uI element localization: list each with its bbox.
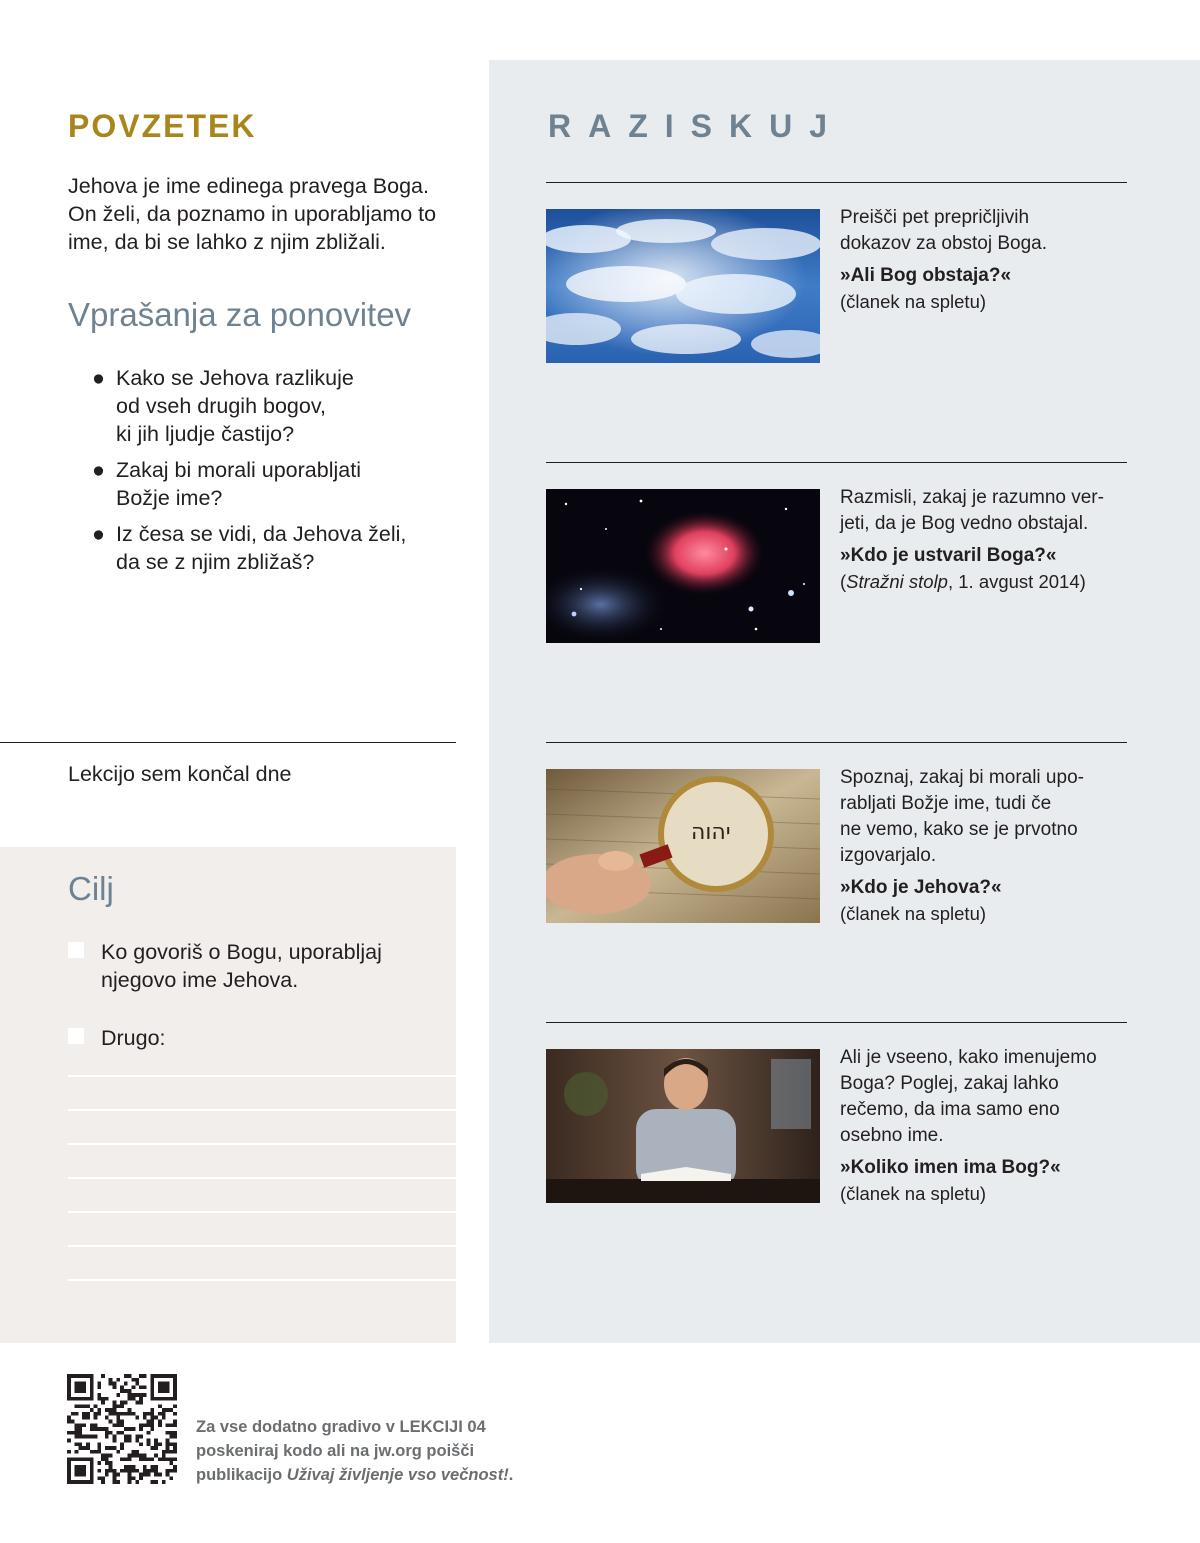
footer-suffix: . [508, 1466, 514, 1484]
source-suffix: , 1. avgust 2014) [947, 571, 1086, 592]
writing-line[interactable] [68, 1279, 456, 1281]
explore-heading: RAZISKUJ [548, 108, 845, 144]
explore-entry [840, 765, 1130, 927]
entry-description: Razmisli, zakaj je razumno ver- jeti, da je Bog vedno obstajal. [840, 487, 1104, 534]
divider [546, 182, 1127, 183]
goal-checkbox[interactable] [68, 942, 84, 958]
qr-code-icon[interactable] [67, 1374, 177, 1484]
summary-heading: POVZETEK [68, 108, 257, 144]
explore-entry [840, 1045, 1130, 1207]
goal-heading: Cilj [68, 870, 114, 907]
divider [546, 742, 1127, 743]
review-question [92, 456, 452, 512]
source-prefix: ( [840, 571, 847, 592]
entry-source: (članek na spletu) [840, 1183, 987, 1204]
entry-source [840, 569, 1130, 595]
explore-entry [840, 205, 1130, 315]
entry-source: (članek na spletu) [840, 903, 987, 924]
footer-note [196, 1415, 576, 1487]
review-question [92, 364, 452, 448]
writing-line[interactable] [68, 1245, 456, 1247]
review-question-text: Zakaj bi morali uporabljati Božje ime? [116, 458, 361, 510]
magnifying-glass-hebrew-photo[interactable] [546, 769, 820, 923]
entry-description: Spoznaj, zakaj bi morali upo- rabljati Božje ime, tudi če ne vemo, kako se je prvotno izgovarjalo. [840, 767, 1084, 866]
goal-panel [0, 847, 456, 1343]
entry-title-link[interactable]: »Ali Bog obstaja?« [840, 265, 1012, 286]
divider [546, 1022, 1127, 1023]
review-question-text: Iz česa se vidi, da Jehova želi, da se z njim zbližaš? [116, 522, 407, 574]
goal-item-label: Ko govoriš o Bogu, uporabljaj njegovo ime Jehova. [101, 940, 382, 992]
footer-line: poskeniraj kodo ali na jw.org poišči [196, 1442, 475, 1460]
footer-prefix: publikacijo [196, 1466, 287, 1484]
bullet-icon: ● [92, 366, 105, 390]
review-question [92, 520, 452, 576]
review-question-text: Kako se Jehova razlikuje od vseh drugih bogov, ki jih ljudje častijo? [116, 366, 354, 446]
publication-title: Uživaj življenje vso večnost! [286, 1466, 509, 1484]
man-reading-photo[interactable] [546, 1049, 820, 1203]
sky-clouds-photo[interactable] [546, 209, 820, 363]
source-publication: Stražni stolp [846, 571, 948, 592]
bullet-icon: ● [92, 522, 105, 546]
svg-text:יהוה: יהוה [691, 820, 731, 845]
writing-line[interactable] [68, 1177, 456, 1179]
writing-line[interactable] [68, 1143, 456, 1145]
entry-description: Ali je vseeno, kako imenujemo Boga? Poglej, zakaj lahko rečemo, da ima samo eno osebno ime. [840, 1047, 1097, 1146]
entry-title-link[interactable]: »Kdo je Jehova?« [840, 877, 1002, 898]
footer-line [196, 1463, 576, 1487]
goal-other-checkbox[interactable] [68, 1028, 84, 1044]
entry-source: (članek na spletu) [840, 291, 987, 312]
bullet-icon: ● [92, 458, 105, 482]
writing-line[interactable] [68, 1211, 456, 1213]
lesson-completed-label: Lekcijo sem končal dne [68, 762, 292, 786]
writing-line[interactable] [68, 1109, 456, 1111]
divider [0, 742, 456, 743]
review-question-list [92, 364, 452, 584]
divider [546, 462, 1127, 463]
nebula-photo[interactable] [546, 489, 820, 643]
explore-entry [840, 485, 1130, 595]
goal-other-label: Drugo: [101, 1026, 166, 1050]
footer-line: Za vse dodatno gradivo v LEKCIJI 04 [196, 1418, 486, 1436]
entry-title-link[interactable]: »Kdo je ustvaril Boga?« [840, 545, 1057, 566]
review-heading: Vprašanja za ponovitev [68, 296, 412, 333]
entry-description: Preišči pet prepričljivih dokazov za obstoj Boga. [840, 207, 1048, 254]
entry-title-link[interactable]: »Koliko imen ima Bog?« [840, 1157, 1061, 1178]
summary-text: Jehova je ime edinega pravega Boga. On želi, da poznamo in uporabljamo to ime, da bi se lahko z njim zbližali. [68, 174, 437, 254]
writing-line[interactable] [68, 1075, 456, 1077]
